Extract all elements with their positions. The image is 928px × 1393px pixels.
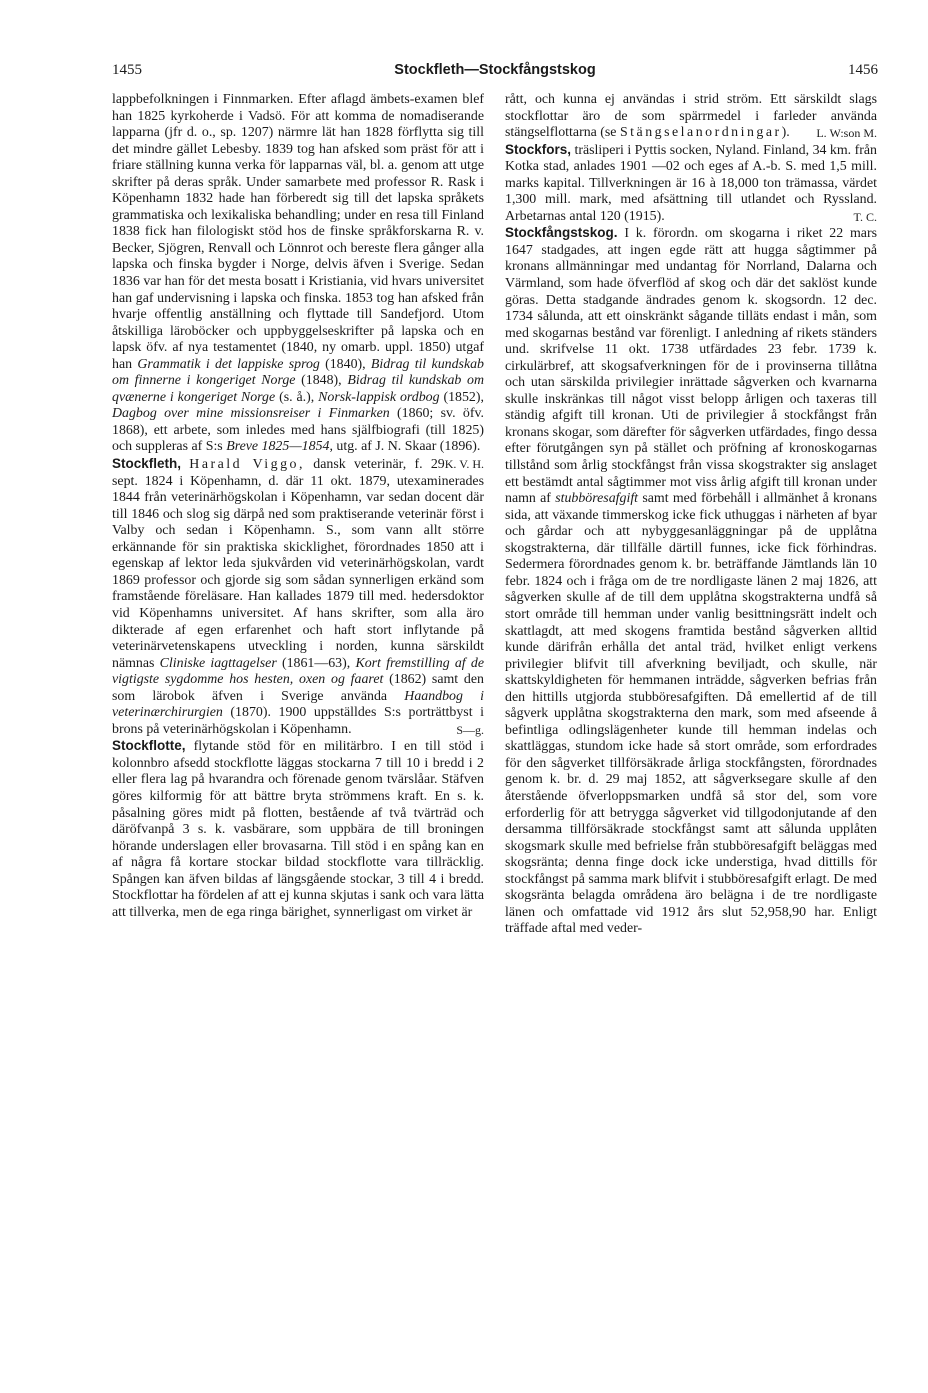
page-number-left: 1455 <box>112 62 142 78</box>
entry-stockfangstskog <box>505 225 877 938</box>
entry-stockfors <box>505 142 877 226</box>
body-text: samt med förbehåll i allmänhet å kronans sida, att växande timmerskog icke fick uthuggas i närheten af byar och gårdar och att nybyggesanläggningar på de upplåtna skogstrakterna, där tillfälle därtill funnes, icke fick förhindras. Sedermera förordnades genom k. br. beträffande Jämtlands län 10 febr. 1824 och i fråga om de tre nordligaste länen 2 maj 1826, att sågverken skulle af de till dem upplåtna skogstrakterna undfå så stort område till hemman under vanlig besittningsrätt indelt och skattlagdt, att med skogens framtida bestånd sågverken alltid kunde därifrån erhålla det antal träd, hvilket enligt verkens privilegier blifvit till afverkning beviljadt, och skulle, när skattskyldigheten för hemmanen inträdde, sågverken befrias från den hittills utgjorda stubböresafgiften. Då emellertid af de till sågverk upplåtna skogstrakterna den mark, som med afseende å befintliga odlingslägenheter kunde till hemman indelas och skattläggas, stundom icke hade så stort område, som erfordrades för den sågverket tillförsäkrade årliga stockfångsten, förordnades genom k. br. d. 29 maj 1852, att sågverksegare skulle af den återstående öfverloppsmarken undfå så stor del, som vore erforderlig för att betrygga sågverket vid tillgodonjutande af den dersamma tillförsäkrade stockfångst samt att sålunda upplåten skogsmark skulle med befrielse från stubböresafgift beläggas med skogsränta; denna finge dock icke understiga, hvad dittills för stockfångst på samma mark blifvit i stubböresafgift erlagt. De med skogsränta belagda områdena äro belägna i de tre nordligaste länen och omfattade vid 1912 års slut 52,958,90 har. Enligt träffade aftal med veder- <box>505 491 877 937</box>
book-title: Grammatik i det lappiske sprog <box>137 356 320 372</box>
author-signature: T. C. <box>853 209 877 224</box>
entry-stockflotte <box>112 738 484 921</box>
body-text: (1861—63), <box>276 655 356 671</box>
spaced-name: Harald Viggo, <box>189 457 305 473</box>
book-title: Bidrag til kundskab om finnerne i kongeriget Norge <box>112 356 485 389</box>
cross-reference: Stängselanordningar <box>619 125 782 141</box>
body-text: (1870). 1900 uppställdes S:s porträttbyst i brons på veterinärhögskolan i Köpenhamn. <box>112 705 484 737</box>
book-title: Norsk-lappisk ordbog <box>318 389 440 405</box>
book-title: Kort fremstilling af de vigtigste sygdomme hos hesten, oxen og faaret <box>112 655 484 688</box>
book-title: Haandbog i veterinærchirurgien <box>112 688 485 721</box>
body-text: , utg. af J. N. Skaar (1896). <box>329 439 481 455</box>
right-column <box>505 92 877 938</box>
left-column <box>112 92 484 921</box>
headword: Stockfors, <box>505 141 572 157</box>
body-text: dansk veterinär, f. 29 sept. 1824 i Köpenhamn, d. där 11 okt. 1879, utexaminerades 1844 från veterinärhögskolan i Köpenhamn, var sedan docent där till 1846 och slog sig därpå ned som praktiserande veterinär först i Valby och sedan i Köpenhamn. S., som vann allt större erkännande för sin praktiska skicklighet, förordnades 1850 att i egenskap af lektor leda sjukvården vid veterinärhögskolan, vardt 1869 professor och gjorde sig som sådan synnerligen erkänd som framstående föreläsare. Han kallades 1879 till med. hedersdoktor vid Köpenhamns universitet. Af hans skrifter, som alla äro dikterade af egen erfarenhet och haft stort inflytande på veterinärvetenskapens utveckling i norden, kunna särskildt nämnas <box>112 457 484 671</box>
author-signature: K. V. H. <box>444 457 484 472</box>
book-title: Breve 1825—1854 <box>226 439 330 455</box>
page-header <box>112 62 878 84</box>
page-number-right: 1456 <box>848 62 878 78</box>
body-text: träsliperi i Pyttis socken, Nyland. Finland, 34 km. från Kotka stad, anlades 1901 —02 och eges af A.-b. S. med 1,5 mill. marks kapital. Tillverkningen är 16 à 18,000 ton trämassa, värdet 1,300 mill. mark, med afsättning till utlandet och Ryssland. Arbetarnas antal 120 (1915). <box>505 142 877 224</box>
body-text: (1840), <box>319 356 371 372</box>
running-head: Stockfleth—Stockfångstskog <box>394 62 596 78</box>
body-text: (1848), <box>295 373 348 389</box>
author-signature: S—g. <box>456 722 484 737</box>
body-text: ). <box>781 125 790 141</box>
headword: Stockflotte, <box>112 738 186 754</box>
body-text: (s. å.), <box>275 389 319 405</box>
book-title: Bidrag til kundskab om qvænerne i kongeriget Norge <box>112 373 484 405</box>
book-title: Dagbog over mine missionsreiser i Finmarken <box>112 406 390 422</box>
body-text: rått, och kunna ej användas i strid ström. Ett särskildt slags stockflottar äro de som spärrmedel i farleder använda stängselflottarna (se <box>505 92 877 141</box>
author-signature: L. W:son M. <box>816 126 877 141</box>
body-text: (1862) samt den som lärobok äfven i Sverige använda <box>112 672 484 704</box>
entry-stockflotte-continued <box>505 92 877 142</box>
body-text: (1860; sv. öfv. 1868), ett arbete, som inledes med hans själfbiografi (till 1825) och suppleras af S:s <box>112 406 484 455</box>
book-title: Cliniske iagttagelser <box>159 655 277 671</box>
body-text: lappbefolkningen i Finnmarken. Efter aflagd ämbets-examen blef han 1825 kyrkoherde i Vadsö. För att komma de nomadiserande lapparna (jfr d. o., sp. 1207) närmre lät han 1828 förflytta sig till det mindre gället Lebesby. 1839 tog han afsked som präst för att i friare ställning kunna verka för lapparnas väl, bl. a. genom att utge skrifter på deras språk. Under samarbete med professor R. Rask i Köpenhamn 1832 hade han förberedt sig till det lapska språkets grammatiska och lexikaliska behandling; under en resa till Finland 1838 fick han filologiskt stöd hos de finske språkforskarna R. v. Becker, Sjögren, Renvall och Lönnrot och bereste flera gånger alla lapska och finska bygder i Norge, delvis äfven i Sverige. Sedan 1836 var han för det mesta bosatt i Kristiania, vid hvars universitet han gaf undervisning i lapska och finska. 1853 tog han afsked från hvarje offentlig anställning och flyttade till Sandefjord. Utom åtskilliga läroböcker och uppbyggelseskrifter på lapska och en lapsk öfv. af nya testamentet (1840, ny omarb. uppl. 1850) utgaf han <box>112 92 484 372</box>
headword: Stockfleth, <box>112 456 182 472</box>
body-text: I k. förordn. om skogarna i riket 22 mars 1647 stadgades, att ingen egde rätt att hugga sågtimmer på kronans allmänningar med undantag för Norrland, Dalarna och Värmland, som hade öfverflöd af skog och där det saklöst kunde göras. Detta stadgande ändrades genom k. skogsordn. 12 dec. 1734 sålunda, att ett oinskränkt sågande tilläts endast i mån, som med skogarnas bestånd var förenligt. I anledning af rikets ständers und. skrifvelse 11 okt. 1738 utfärdades 23 febr. 1739 k. cirkulärbref, att skogsafverkningen för de i provinserna tillåtna och utan särskilda privilegier inrättade sågverken och kvarnarna skulle inskränkas till något visst belopp årligen och taxeras till ständig afgift till kronan. Uti de privilegier å stockfångst från kronans skogar, som därefter för sågverken utfärdades, fingo dessa efter förutgången syn på stället och pröfning af kronoskogarnas tillstånd som årlig stockfångst från vissa skogstrakter sig anslaget ett bestämdt antal sågtimmer mot viss årlig afgift till kronan under namn af <box>505 226 877 507</box>
term-italic: stubböresafgift <box>555 491 639 507</box>
body-text: flytande stöd för en militärbro. I en till stöd i kolonnbro afsedd stockflotte läggas stockarna 7 till 10 i bredd i 2 eller flera lag på hvarandra och förenade genom tvärslåar. Stäfven göres kilformig för att bättre bryta strömmens kraft. En s. k. påsalning göres midt på flotten, bestående af två tvärträd och däröfvanpå 3 s. k. vasbärare, som uppbära de till broningen hörande underslagen eller brovasarna. Till stöd i en spång kan en af några få kortare stockar bildad stockflotte vara tillräcklig. Spången kan äfven bildas af längsgående stockar, 3 till 4 i bredd. Stockflottar ha fördelen af att ej kunna skjutas i sank och vara lätta att tillverka, men de ega ringa bärighet, synnerligast om virket är <box>112 739 484 920</box>
headword: Stockfångstskog. <box>505 225 618 241</box>
body-text: (1852), <box>439 389 484 405</box>
entry-stockfleth-harald <box>112 456 484 738</box>
